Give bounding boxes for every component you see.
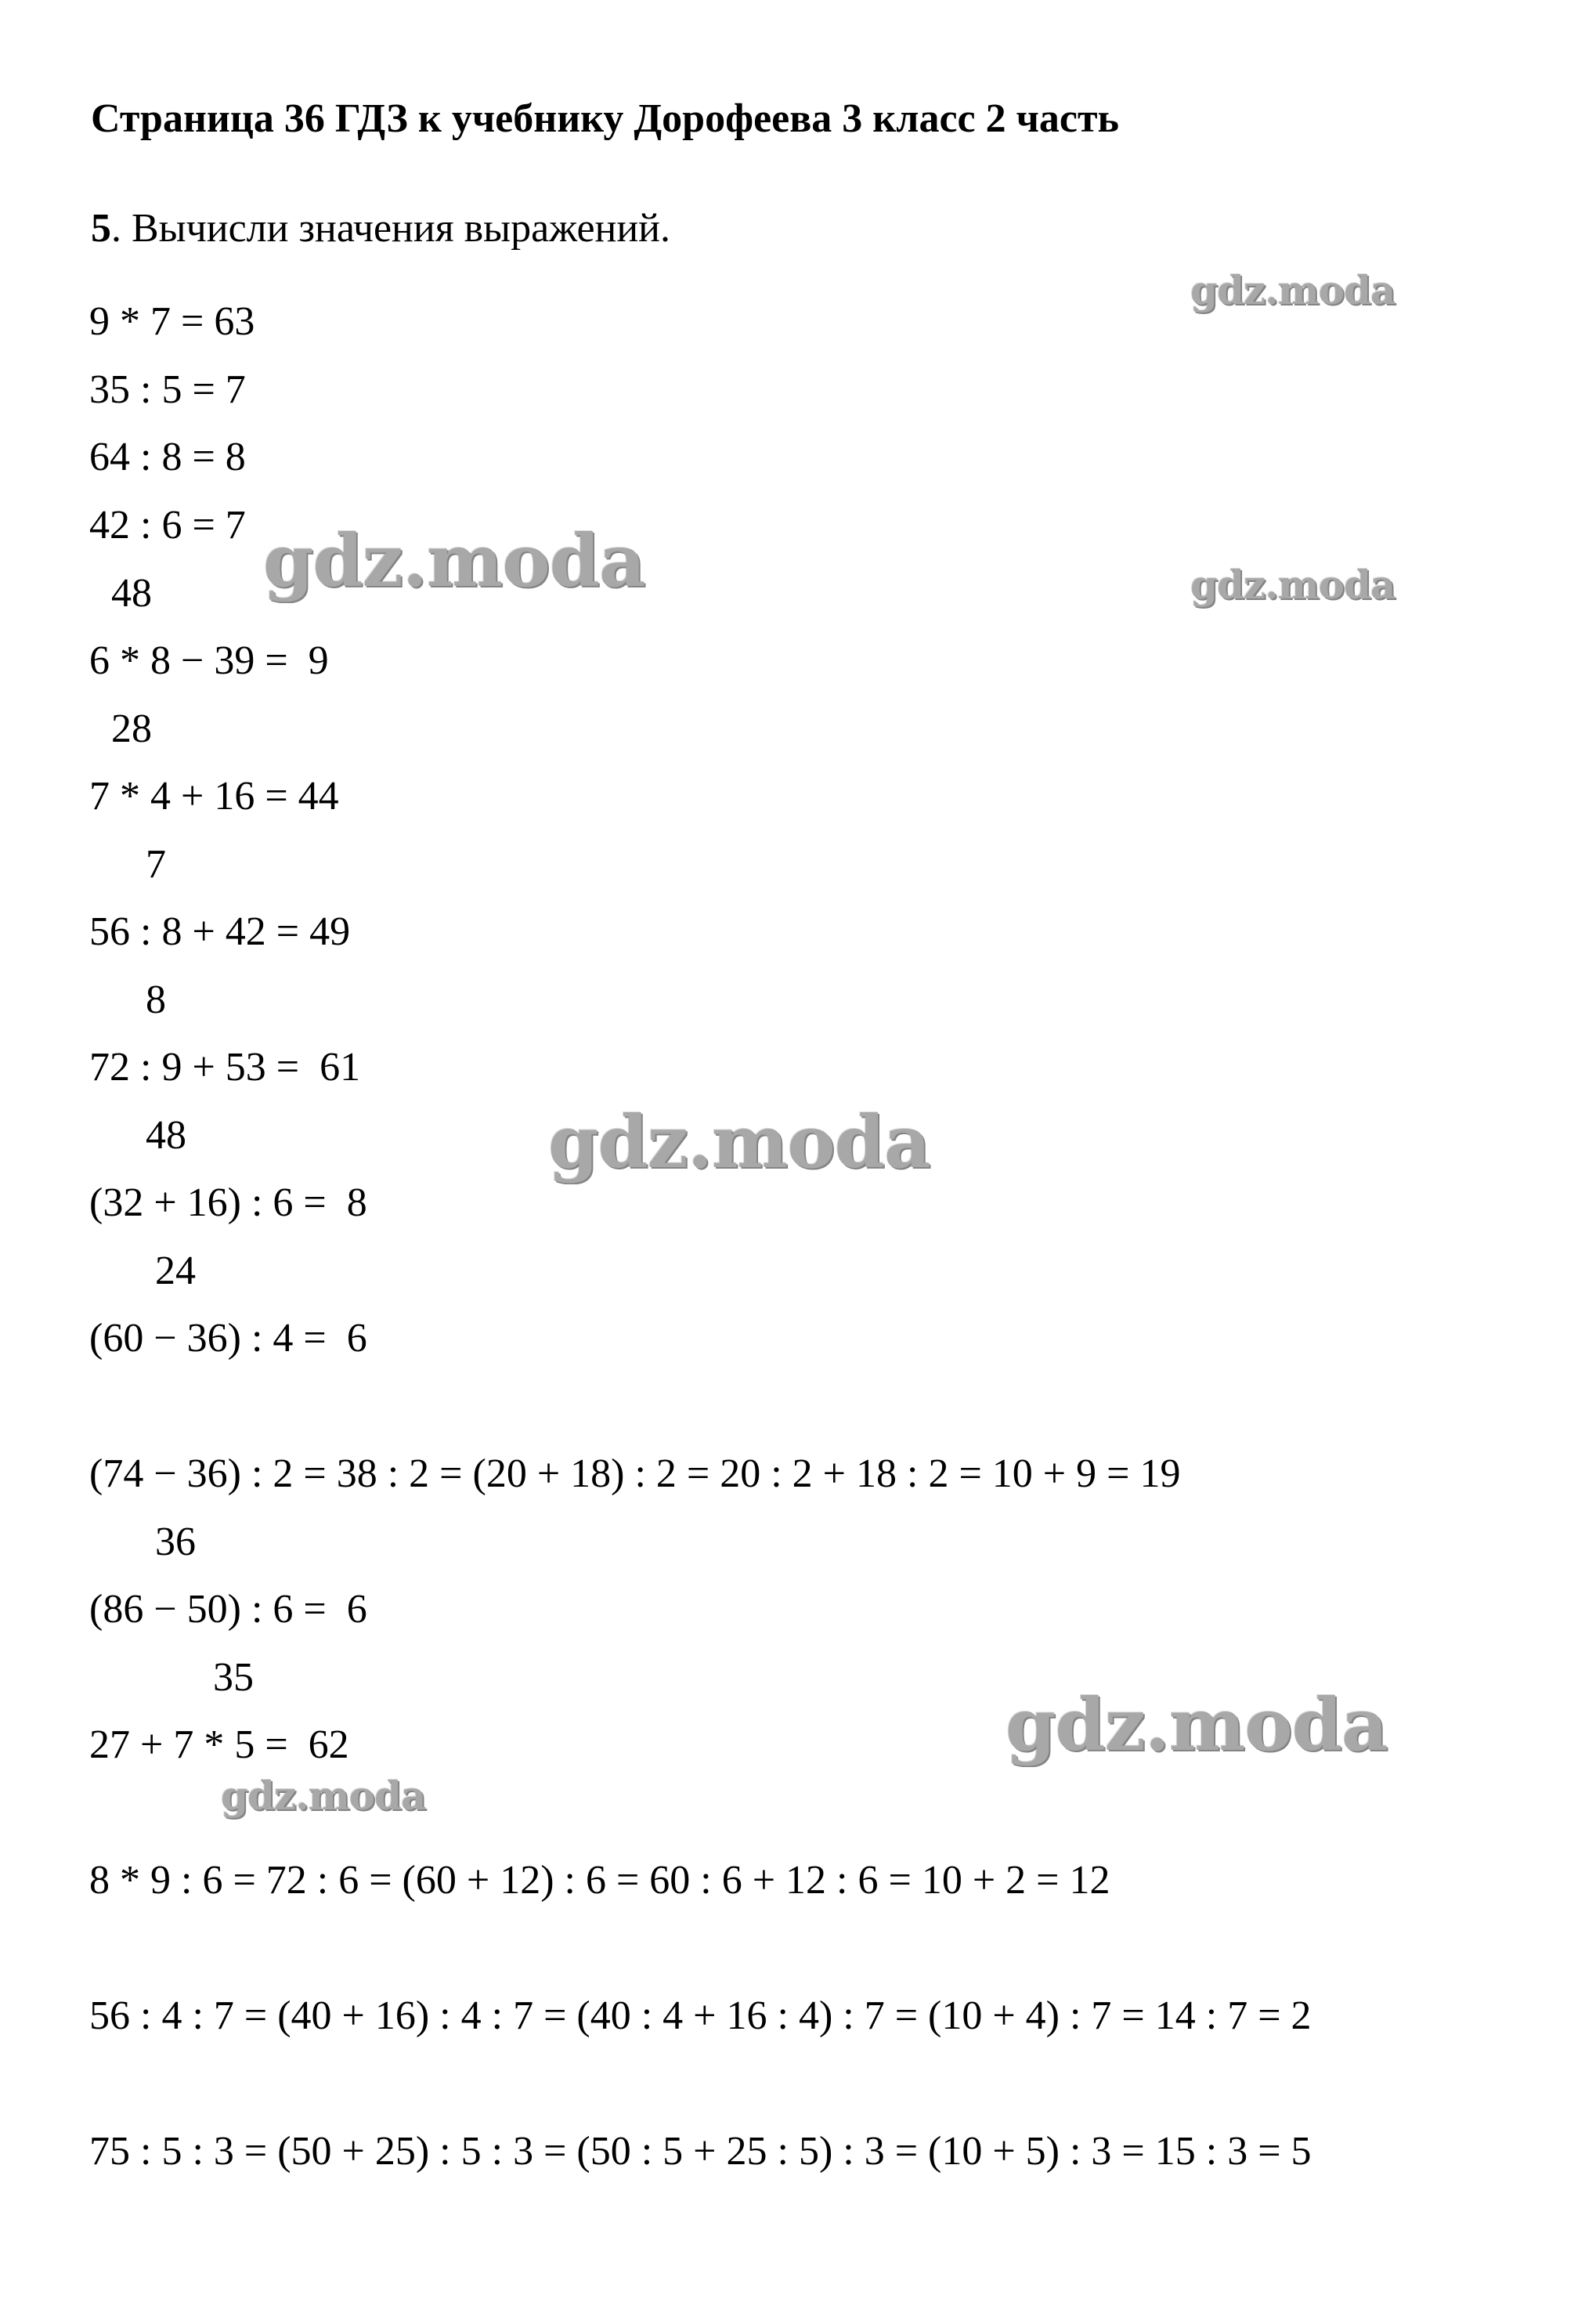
solution-line: 42 : 6 = 7	[89, 503, 246, 548]
solution-line: 64 : 8 = 8	[89, 435, 246, 479]
intermediate-result: 28	[111, 707, 152, 751]
solution-line: 9 * 7 = 63	[89, 299, 255, 344]
intermediate-result: 7	[146, 842, 166, 887]
solution-line: 56 : 8 + 42 = 49	[89, 909, 351, 954]
intermediate-result: 48	[146, 1113, 186, 1158]
solution-line: 75 : 5 : 3 = (50 + 25) : 5 : 3 = (50 : 5 + 25 : 5) : 3 = (10 + 5) : 3 = 15 : 3 = 5	[89, 2129, 1312, 2174]
solution-line: (60 − 36) : 4 = 6	[89, 1316, 367, 1361]
intermediate-result: 8	[146, 978, 166, 1022]
solution-line: 56 : 4 : 7 = (40 + 16) : 4 : 7 = (40 : 4 + 16 : 4) : 7 = (10 + 4) : 7 = 14 : 7 = 2	[89, 1993, 1312, 2038]
solution-line: 7 * 4 + 16 = 44	[89, 774, 339, 819]
intermediate-result: 48	[111, 571, 152, 616]
solution-line: 6 * 8 − 39 = 9	[89, 638, 329, 683]
solution-line: 27 + 7 * 5 = 62	[89, 1722, 349, 1767]
watermark-logo: gdz.moda	[1006, 1682, 1388, 1767]
intermediate-result: 35	[213, 1655, 254, 1700]
watermark-logo: gdz.moda	[263, 519, 645, 603]
solution-line: 35 : 5 = 7	[89, 367, 246, 412]
solution-line: 8 * 9 : 6 = 72 : 6 = (60 + 12) : 6 = 60 : 6 + 12 : 6 = 10 + 2 = 12	[89, 1858, 1110, 1903]
solution-line: (74 − 36) : 2 = 38 : 2 = (20 + 18) : 2 = 20 : 2 + 18 : 2 = 10 + 9 = 19	[89, 1451, 1181, 1496]
solution-line: 72 : 9 + 53 = 61	[89, 1045, 361, 1090]
solution-line: (86 − 50) : 6 = 6	[89, 1587, 367, 1632]
task-number: 5	[91, 206, 111, 251]
watermark-logo: gdz.moda	[221, 1773, 426, 1819]
intermediate-result: 24	[155, 1249, 196, 1293]
solution-line: (32 + 16) : 6 = 8	[89, 1180, 367, 1225]
watermark-logo: gdz.moda	[1190, 562, 1395, 608]
watermark-logo: gdz.moda	[1190, 267, 1395, 313]
intermediate-result: 36	[155, 1520, 196, 1564]
task-text: . Вычисли значения выражений.	[111, 206, 671, 251]
task-heading	[91, 205, 670, 251]
watermark-logo: gdz.moda	[548, 1100, 930, 1184]
page-title: Страница 36 ГДЗ к учебнику Дорофеева 3 класс 2 часть	[91, 96, 1120, 141]
